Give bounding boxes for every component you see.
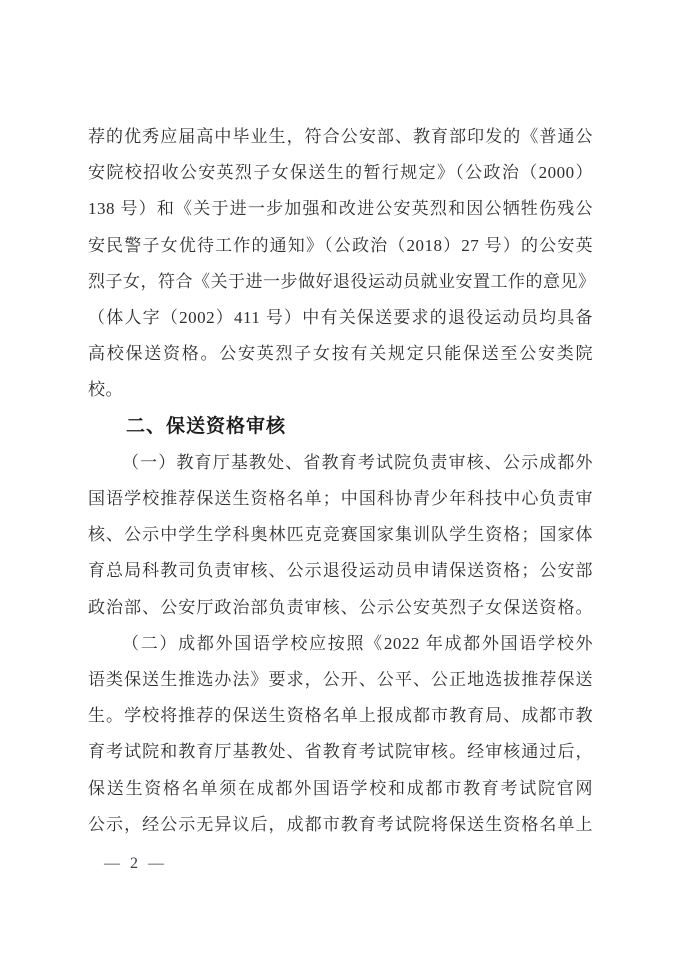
- text-line: 校。: [88, 380, 123, 400]
- text-line: 政治部、公安厅政治部负责审核、公示公安英烈子女保送资格。: [88, 597, 593, 617]
- text-line: 安院校招收公安英烈子女保送生的暂行规定》（公政治（2000）: [88, 163, 593, 183]
- text-line: 高校保送资格。公安英烈子女按有关规定只能保送至公安类院: [88, 344, 593, 364]
- text-line: 育考试院和教育厅基教处、省教育考试院审核。经审核通过后，: [88, 742, 593, 762]
- text-line: （体人字（2002）411 号）中有关保送要求的退役运动员均具备: [88, 308, 593, 328]
- text-line: 国语学校推荐保送生资格名单；中国科协青少年科技中心负责审: [88, 489, 593, 509]
- text-line: （二）成都外国语学校应按照《2022 年成都外国语学校外: [122, 633, 593, 653]
- text-line: 保送生资格名单须在成都外国语学校和成都市教育考试院官网: [88, 778, 593, 798]
- text-line: 生。学校将推荐的保送生资格名单上报成都市教育局、成都市教: [88, 706, 593, 726]
- text-line: 育总局科教司负责审核、公示退役运动员申请保送资格；公安部: [88, 561, 593, 581]
- paragraph-item-one: [88, 445, 593, 626]
- text-line: 安民警子女优待工作的通知》（公政治（2018）27 号）的公安英: [88, 235, 593, 255]
- text-line: （一）教育厅基教处、省教育考试院负责审核、公示成都外: [122, 452, 593, 472]
- paragraph-item-two: [88, 626, 593, 843]
- page-number: — 2 —: [104, 855, 167, 872]
- text-line: 核、公示中学生学科奥林匹克竞赛国家集训队学生资格；国家体: [88, 525, 593, 545]
- text-line: 138 号）和《关于进一步加强和改进公安英烈和因公牺牲伤残公: [88, 199, 593, 219]
- text-line: 语类保送生推选办法》要求，公开、公平、公正地选拔推荐保送: [88, 670, 593, 690]
- document-body: [88, 119, 596, 843]
- text-line: 烈子女，符合《关于进一步做好退役运动员就业安置工作的意见》: [88, 271, 596, 291]
- text-line: 荐的优秀应届高中毕业生，符合公安部、教育部印发的《普通公: [88, 127, 593, 146]
- text-line: 公示，经公示无异议后，成都市教育考试院将保送生资格名单上: [88, 814, 593, 834]
- section-heading: 二、保送资格审核: [126, 415, 287, 437]
- paragraph-continuation: [88, 119, 596, 409]
